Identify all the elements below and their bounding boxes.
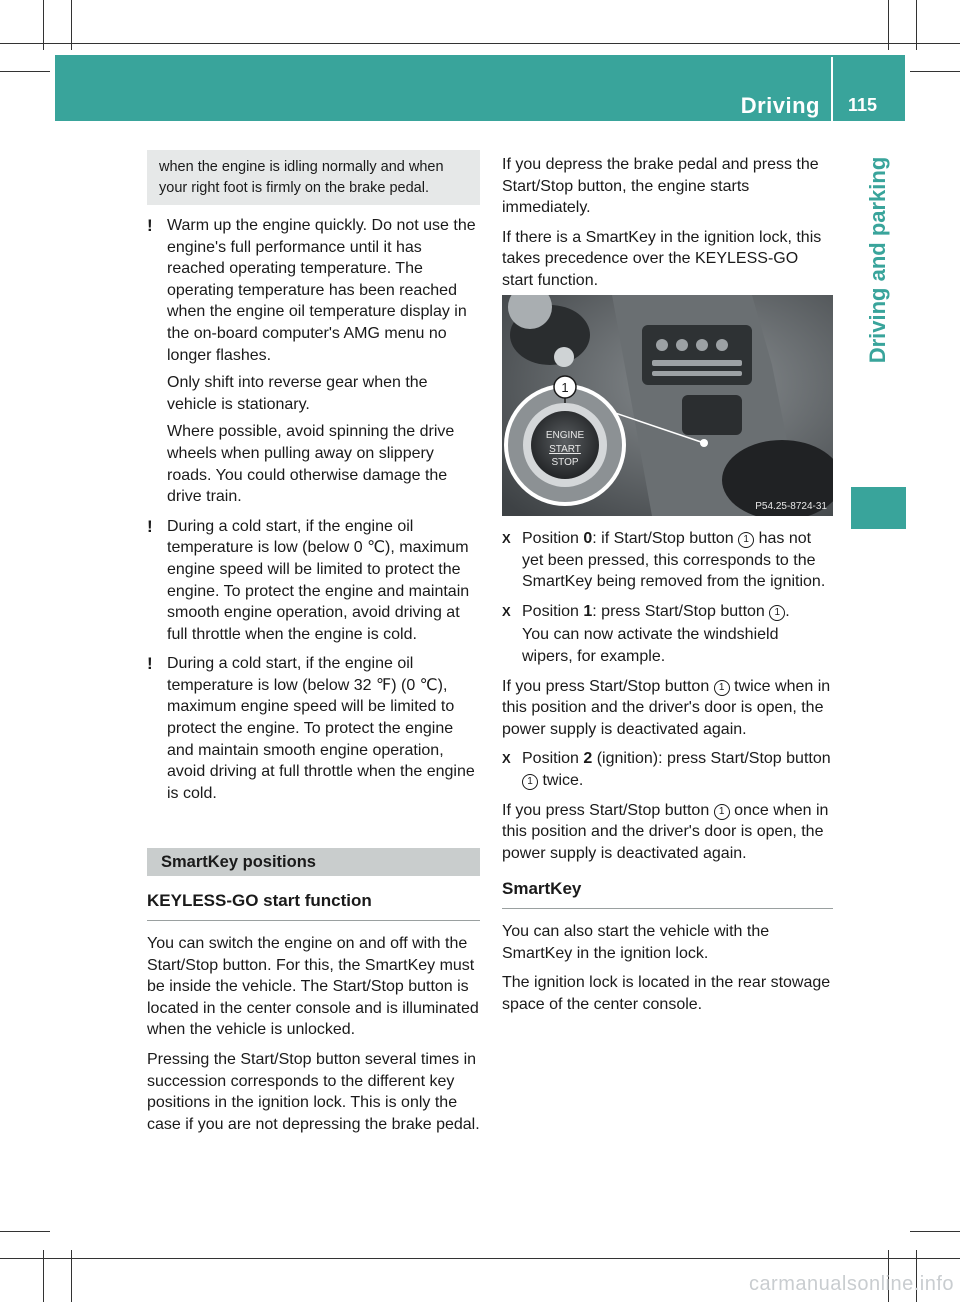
- header-divider: [831, 57, 833, 121]
- para-text: twice when in this position and the driver's door is open, the power supply is deactivated again.: [502, 677, 831, 738]
- body-paragraph: If you depress the brake pedal and press the Start/Stop button, the engine starts immediately.: [502, 156, 819, 217]
- step-text: Position: [522, 530, 584, 547]
- warning-text: Where possible, avoid spinning the drive wheels when pulling away on slippery roads. You could otherwise damage the drive train.: [167, 423, 455, 506]
- warning-item: [147, 516, 480, 646]
- step-text: Position: [522, 602, 584, 620]
- crop-mark: [916, 0, 917, 50]
- warning-icon: !: [147, 654, 153, 674]
- step-item: [502, 601, 833, 668]
- step-text: (ignition): press Start/Stop button: [592, 750, 831, 768]
- step-text: twice.: [538, 771, 584, 789]
- step-position: 2: [583, 750, 593, 768]
- subheading: SmartKey: [502, 878, 833, 909]
- button-label: START: [549, 444, 581, 455]
- body-paragraph: You can also start the vehicle with the SmartKey in the ignition lock.: [502, 922, 770, 962]
- warning-text: Warm up the engine quickly. Do not use the engine's full performance until it has reached operating temperature. The operating temperature has been reached when the engine oil temperature display in the on-board computer's AMG menu no longer flashes.: [167, 217, 476, 364]
- image-id: P54.25-8724-31: [755, 501, 827, 512]
- crop-mark: [71, 1250, 72, 1302]
- warning-text: Only shift into reverse gear when the vehicle is stationary.: [167, 374, 428, 413]
- watermark: carmanualsonline.info: [748, 1273, 954, 1295]
- crop-mark: [0, 1231, 50, 1232]
- crop-mark: [0, 43, 960, 44]
- console-photo: [502, 295, 833, 516]
- para-text: once when in this position and the driver's door is open, the power supply is deactivated again.: [502, 801, 829, 862]
- step-arrow-icon: X: [502, 603, 511, 619]
- step-note: You can now activate the windshield wipers, for example.: [522, 626, 779, 665]
- step-arrow-icon: X: [502, 531, 511, 546]
- button-label: ENGINE: [545, 430, 585, 441]
- warning-item: [147, 215, 480, 508]
- left-column: [147, 150, 480, 1143]
- warning-text: During a cold start, if the engine oil temperature is low (below 0 ℃), maximum engine speed will be limited to protect the engine. To protect the engine and maintain smooth engine operation, avoid driving at full throttle when the engine is cold.: [167, 517, 470, 643]
- note-box: when the engine is idling normally and when your right foot is firmly on the brake pedal.: [147, 150, 480, 205]
- crop-mark: [43, 0, 44, 50]
- crop-mark: [0, 1258, 960, 1259]
- warning-icon: !: [147, 516, 153, 536]
- section-title: Driving: [740, 93, 820, 118]
- subheading: KEYLESS-GO start function: [147, 890, 480, 921]
- right-column: [502, 154, 833, 300]
- step-text: : press Start/Stop button: [592, 602, 770, 620]
- side-tab-label: Driving and parking: [865, 156, 890, 364]
- crop-mark: [910, 1231, 960, 1232]
- body-paragraph: Pressing the Start/Stop button several times in succession corresponds to the different key positions in the ignition lock. This is only the case if you are not depressing the brake pedal.: [147, 1051, 480, 1133]
- body-paragraph: [502, 676, 833, 741]
- step-text: Position: [522, 750, 584, 768]
- page-number: 115: [848, 95, 878, 115]
- body-paragraph: The ignition lock is located in the rear stowage space of the center console.: [502, 974, 831, 1013]
- console-illustration: [502, 295, 833, 516]
- right-column-lower: [502, 528, 833, 1023]
- crop-mark: [0, 71, 50, 72]
- step-arrow-icon: X: [502, 751, 511, 767]
- step-text: .: [785, 602, 790, 620]
- button-label: STOP: [551, 457, 579, 468]
- warning-item: [147, 653, 480, 804]
- para-text: If you press Start/Stop button: [502, 677, 714, 695]
- para-text: If you press Start/Stop button: [502, 801, 714, 819]
- step-position: 1: [583, 602, 593, 620]
- callout-ref-icon: 1: [738, 532, 754, 548]
- side-tab-marker: [851, 487, 906, 529]
- step-text: has not yet been pressed, this corresponds to the SmartKey being removed from the ignition.: [522, 530, 826, 591]
- crop-mark: [888, 0, 889, 50]
- body-paragraph: If there is a SmartKey in the ignition lock, this takes precedence over the KEYLESS-GO start function.: [502, 228, 822, 289]
- body-paragraph: [502, 800, 833, 865]
- section-heading: SmartKey positions: [147, 848, 480, 876]
- callout-ref-icon: 1: [769, 605, 785, 621]
- body-paragraph: You can switch the engine on and off with the Start/Stop button. For this, the SmartKey must be inside the vehicle. The Start/Stop button is located in the center console and is illuminated when the vehicle is unlocked.: [147, 935, 479, 1039]
- callout-ref-icon: 1: [714, 680, 730, 696]
- callout-ref-icon: 1: [714, 804, 730, 820]
- warning-text: During a cold start, if the engine oil temperature is low (below 32 ℉) (0 ℃), maximum engine speed will be limited to protect the engine. To protect the engine and maintain smooth engine operation, avoid driving at full throttle when the engine is cold.: [167, 655, 475, 802]
- step-position: 0: [583, 530, 593, 547]
- crop-mark: [910, 71, 960, 72]
- callout-number: 1: [561, 380, 569, 395]
- crop-mark: [71, 0, 72, 50]
- callout-ref-icon: 1: [522, 774, 538, 790]
- step-item: [502, 528, 833, 593]
- warning-icon: !: [147, 216, 153, 235]
- step-item: [502, 748, 833, 791]
- crop-mark: [43, 1250, 44, 1302]
- step-text: : if Start/Stop button: [592, 530, 739, 547]
